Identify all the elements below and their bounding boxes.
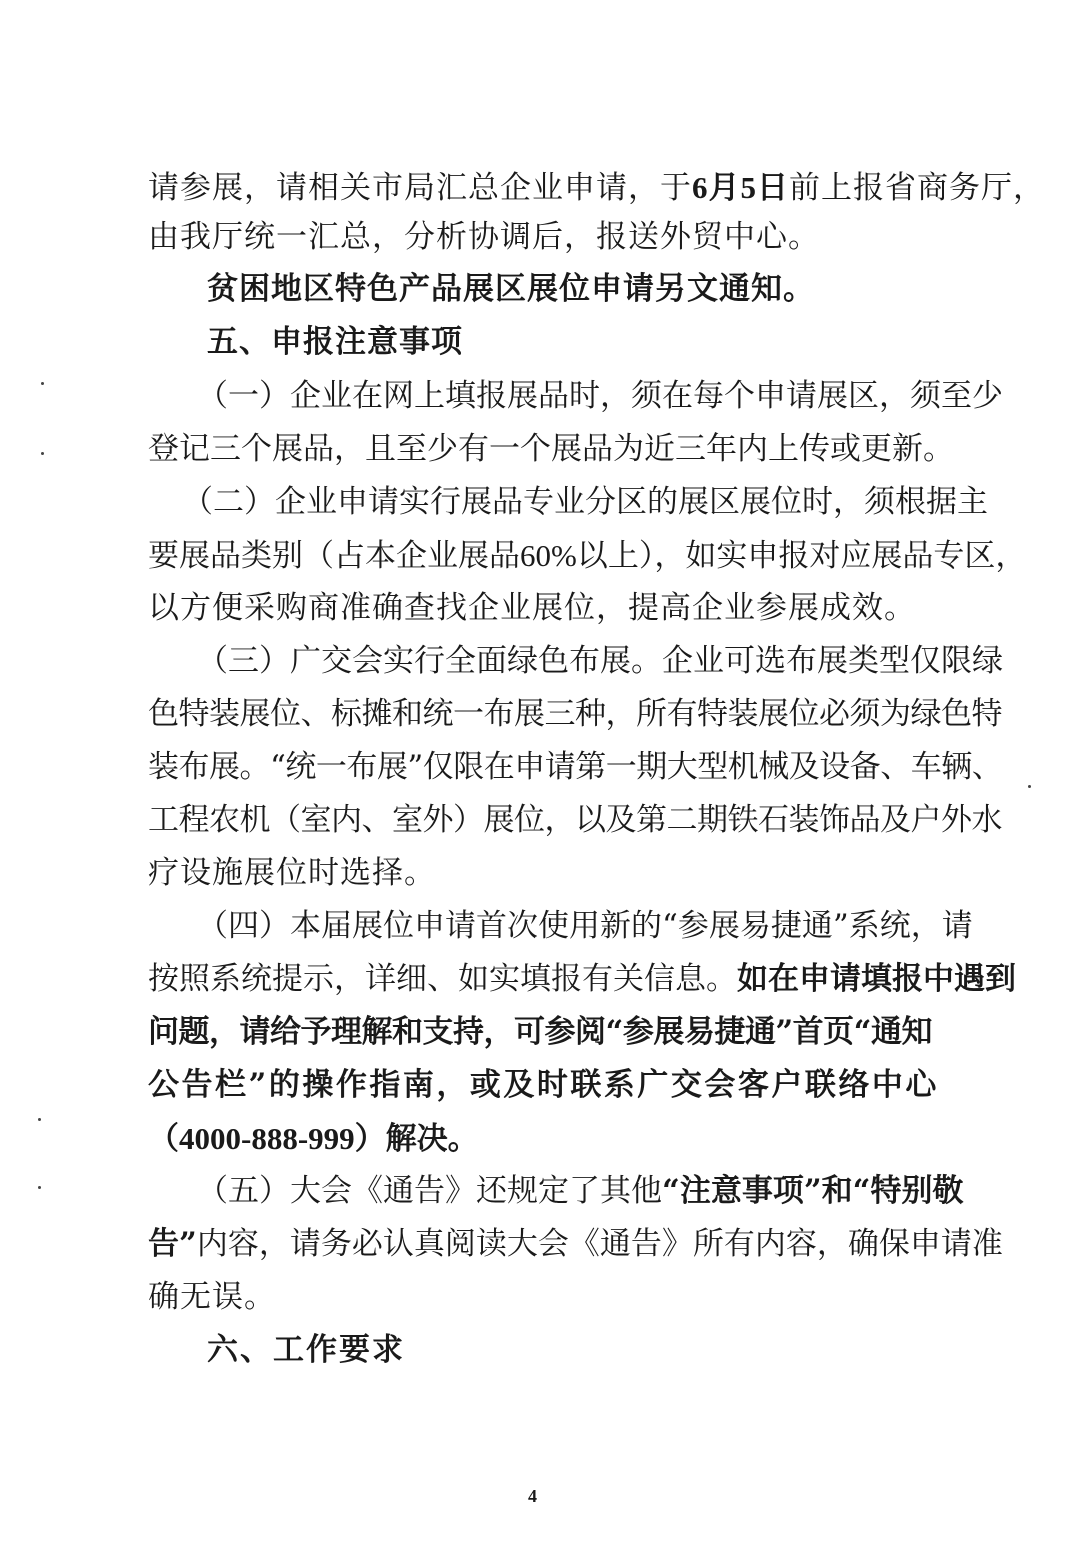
section-heading: 六、工作要求 xyxy=(207,1332,405,1368)
percent-span: 60% xyxy=(520,538,577,573)
phone-span: （4000-888-999） xyxy=(148,1121,386,1156)
text-line: 公告栏”的操作指南，或及时联系广交会客户联络中心 xyxy=(148,1067,939,1103)
text-span: 内容，请务必认真阅读大会《通告》所有内容，确保申请准 xyxy=(196,1226,1003,1262)
text-line: （一）企业在网上填报展品时，须在每个申请展区，须至少 xyxy=(197,378,1003,414)
text-line: 以方便采购商准确查找企业展位，提高企业参展成效。 xyxy=(148,590,916,626)
text-line: 问题，请给予理解和支持，可参阅“参展易捷通”首页“通知 xyxy=(148,1014,932,1050)
text-span: 以上），如实申报对应展品专区， xyxy=(576,538,1027,574)
text-line: 疗设施展位时选择。 xyxy=(148,855,436,891)
text-line xyxy=(148,1123,479,1155)
text-line xyxy=(148,961,1016,997)
scan-dot xyxy=(38,1186,41,1189)
scan-dot xyxy=(38,1118,41,1121)
text-line: （四）本届展位申请首次使用新的“参展易捷通”系统，请 xyxy=(197,908,973,944)
date-span: 6月5日 xyxy=(692,170,789,205)
text-line: 由我厅统一汇总，分析协调后，报送外贸中心。 xyxy=(148,219,820,255)
bold-span: 告” xyxy=(148,1226,197,1262)
text-line: 装布展。“统一布展”仅限在申请第一期大型机械及设备、车辆、 xyxy=(148,749,1003,785)
scan-dot xyxy=(1028,785,1031,788)
section-heading: 五、申报注意事项 xyxy=(207,324,463,360)
scan-dot xyxy=(41,382,44,385)
text-line: 登记三个展品，且至少有一个展品为近三年内上传或更新。 xyxy=(148,431,954,467)
scan-dot xyxy=(41,452,44,455)
page-number: 4 xyxy=(528,1486,537,1506)
text-span: 解决。 xyxy=(385,1121,479,1157)
text-span: 请参展，请相关市局汇总企业申请，于 xyxy=(148,170,692,206)
text-line: 工程农机（室内、室外）展位，以及第二期铁石装饰品及户外水 xyxy=(148,802,1002,838)
text-span: 要展品类别（占本企业展品 xyxy=(148,538,520,574)
bold-span: “注意事项”和“特别敬 xyxy=(662,1173,964,1209)
text-line: 确无误。 xyxy=(148,1279,276,1315)
text-span: （五）大会《通告》还规定了其他 xyxy=(197,1173,662,1209)
text-line xyxy=(197,1173,964,1209)
text-span: 按照系统提示，详细、如实填报有关信息。 xyxy=(148,961,737,997)
text-line: （二）企业申请实行展品专业分区的展区展位时，须根据主 xyxy=(182,484,988,520)
text-line xyxy=(148,1226,1003,1262)
text-line: 贫困地区特色产品展区展位申请另文通知。 xyxy=(207,271,815,307)
text-span: 前上报省商务厅， xyxy=(789,170,1045,206)
text-line xyxy=(148,172,1045,204)
text-line: （三）广交会实行全面绿色布展。企业可选布展类型仅限绿 xyxy=(197,643,1003,679)
text-line: 色特装展位、标摊和统一布展三种，所有特装展位必须为绿色特 xyxy=(148,696,1002,732)
text-line xyxy=(148,540,1026,572)
bold-span: 如在申请填报中遇到 xyxy=(737,961,1016,997)
